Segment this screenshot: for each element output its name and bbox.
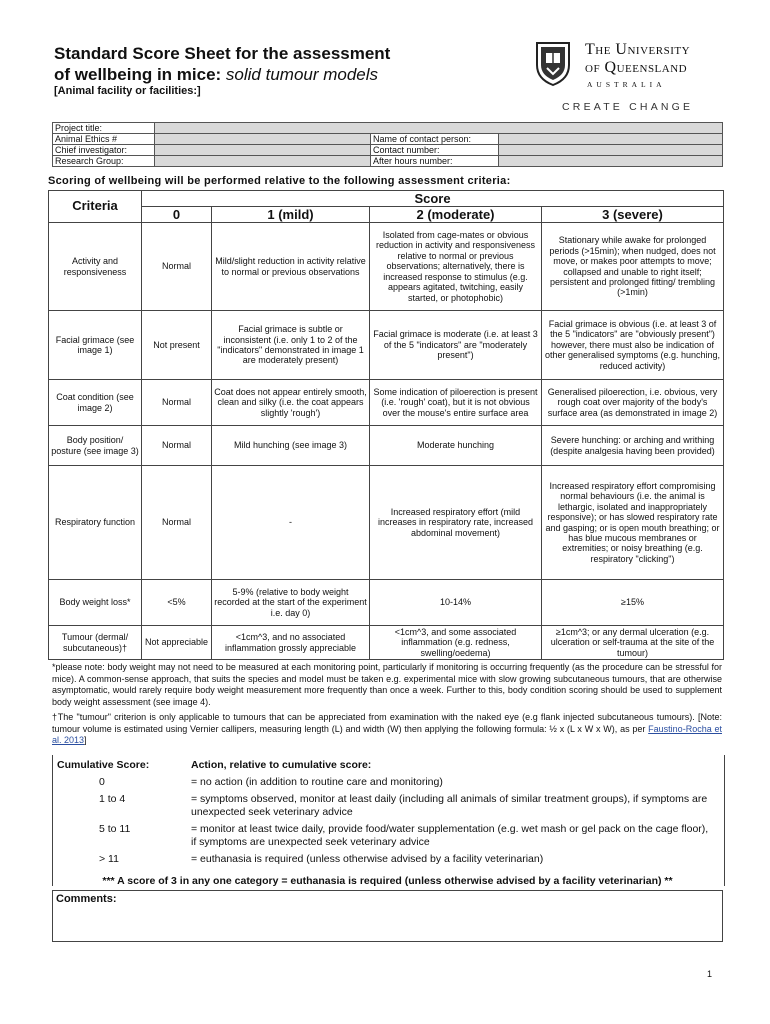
score-3-cell: Increased respiratory effort compromising normal behaviours (i.e. the animal is lethargic, isolated and inappropriately responsive); or has slowed respiratory rate and gasping; or is open mouth breathing; or has blue mucous membranes or extremities; or noisy breathing (e.g. respiratory "clicking"): [542, 466, 724, 580]
university-logo: [535, 41, 725, 101]
score-level-3: 3 (severe): [542, 207, 724, 223]
score-0-cell: <5%: [142, 580, 212, 626]
score-2-cell: Facial grimace is moderate (i.e. at least 3 of the 5 "indicators" are "moderately present"): [370, 311, 542, 380]
score-0-cell: Not appreciable: [142, 626, 212, 660]
scoring-heading: Scoring of wellbeing will be performed relative to the following assessment criteria:: [48, 175, 511, 187]
facility-subtitle: [Animal facility or facilities:]: [54, 85, 201, 97]
citation-link[interactable]: Faustino-Rocha et al. 2013: [52, 723, 722, 745]
score-1-cell: Mild hunching (see image 3): [212, 426, 370, 466]
action-header: Action, relative to cumulative score:: [191, 759, 372, 771]
cumulative-score-value: 1 to 4: [99, 793, 126, 805]
score-2-cell: Increased respiratory effort (mild increases in respiratory rate, increased abdominal movement): [370, 466, 542, 580]
table-row: [49, 311, 724, 380]
euthanasia-warning: *** A score of 3 in any one category = euthanasia is required (unless otherwise advised by a facility veterinarian) **: [102, 875, 673, 887]
score-1-cell: Facial grimace is subtle or inconsistent (i.e. only 1 to 2 of the "indicators" demonstrated in image 1 are moderately present): [212, 311, 370, 380]
score-0-cell: Not present: [142, 311, 212, 380]
score-3-cell: ≥1cm^3; or any dermal ulceration (e.g. ulceration or self-trauma at the site of the tumour): [542, 626, 724, 660]
tumour-note-text: †The "tumour" criterion is only applicable to tumours that can be appreciated from examination with the naked eye (e.g flank injected subcutaneous tumours). [Note: tumour volume is estimated using Vernier callipers, measuring length (L) and width (W) then applying the following formula: ½ x (L x W x W), as per: [52, 712, 722, 734]
table-row: [49, 580, 724, 626]
research-group-label: Research Group:: [53, 156, 155, 167]
criterion-cell: Facial grimace (see image 1): [49, 311, 142, 380]
title-bold-part: of wellbeing in mice:: [54, 65, 226, 84]
university-name-line-2: of Queensland: [585, 59, 688, 76]
criterion-cell: Tumour (dermal/ subcutaneous)†: [49, 626, 142, 660]
country-label: AUSTRALIA: [587, 80, 666, 89]
score-3-cell: Severe hunching: or arching and writhing (despite analgesia having been provided): [542, 426, 724, 466]
cumulative-score-value: 0: [99, 776, 105, 788]
cumulative-action: = euthanasia is required (unless otherwise advised by a facility veterinarian): [191, 853, 544, 865]
body-weight-note: *please note: body weight may not need to be measured at each monitoring point, particularly if monitoring is occurring frequently (as the procedure can be stressful for mice). A common-sense approach, that suits the species and model must be taken e.g. experimental mice with slow growing subcutaneous tumours, that are otherwise asymptomatic, would rarely require body weight measurement more frequently than once a week. Further to this, body condition scoring should be used to supplement body weight assessment (see image 4).: [52, 662, 722, 707]
cumulative-score-value: 5 to 11: [99, 823, 131, 835]
criterion-cell: Body position/ posture (see image 3): [49, 426, 142, 466]
title-line-1: Standard Score Sheet for the assessment: [54, 44, 391, 63]
project-title-label: Project title:: [53, 123, 155, 134]
score-1-cell: <1cm^3, and no associated inflammation grossly appreciable: [212, 626, 370, 660]
score-3-cell: ≥15%: [542, 580, 724, 626]
table-row: [49, 626, 724, 660]
cumulative-score-header: Cumulative Score:: [57, 759, 150, 771]
cumulative-score-value: > 11: [99, 853, 119, 865]
title-italic-part: solid tumour models: [225, 65, 379, 84]
university-name: [585, 41, 690, 77]
table-row: [49, 380, 724, 426]
cumulative-action: = symptoms observed, monitor at least daily (including all animals of similar treatment groups), if symptoms are unexpected seek veterinary advice: [191, 793, 708, 818]
score-level-0: 0: [142, 207, 212, 223]
criterion-cell: Respiratory function: [49, 466, 142, 580]
cumulative-score-section: [52, 755, 725, 886]
after-hours-field[interactable]: [499, 156, 723, 167]
chief-investigator-label: Chief investigator:: [53, 145, 155, 156]
criterion-cell: Coat condition (see image 2): [49, 380, 142, 426]
score-2-cell: <1cm^3, and some associated inflammation (e.g. redness, swelling/oedema): [370, 626, 542, 660]
tumour-note: [52, 712, 722, 747]
score-3-cell: Stationary while awake for prolonged periods (>15min); when nudged, does not move, or makes poor attempts to move; collapsed and unable to right itself; persistent and prolonged fitting/ trembling (>1min): [542, 223, 724, 311]
research-group-field[interactable]: [155, 156, 371, 167]
contact-name-field[interactable]: [499, 134, 723, 145]
tagline: CREATE CHANGE: [562, 101, 694, 113]
contact-name-label: Name of contact person:: [371, 134, 499, 145]
table-row: [49, 466, 724, 580]
score-header: Score: [142, 191, 724, 207]
contact-number-label: Contact number:: [371, 145, 499, 156]
score-0-cell: Normal: [142, 380, 212, 426]
score-1-cell: -: [212, 466, 370, 580]
after-hours-label: After hours number:: [371, 156, 499, 167]
score-2-cell: 10-14%: [370, 580, 542, 626]
score-2-cell: Isolated from cage-mates or obvious reduction in activity and responsiveness relative to normal or previous observations; alternatively, there is increased response to stimulus (e.g. appears agitated, twitching, easily started, or photophobic): [370, 223, 542, 311]
page-number: 1: [707, 969, 713, 979]
university-name-line-1: The University: [585, 41, 691, 58]
table-row: [49, 426, 724, 466]
criterion-cell: Activity and responsiveness: [49, 223, 142, 311]
score-1-cell: Mild/slight reduction in activity relative to normal or previous observations: [212, 223, 370, 311]
page-title: [54, 43, 390, 85]
score-level-2: 2 (moderate): [370, 207, 542, 223]
score-0-cell: Normal: [142, 223, 212, 311]
animal-ethics-field[interactable]: [155, 134, 371, 145]
table-row: [49, 223, 724, 311]
score-3-cell: Facial grimace is obvious (i.e. at least 3 of the 5 "indicators" are "obviously present") however, there must also be indication of other generalised symptoms (e.g. hunching, reduced activity): [542, 311, 724, 380]
crest-icon: [535, 41, 571, 87]
footnotes: [52, 662, 722, 751]
contact-number-field[interactable]: [499, 145, 723, 156]
tumour-note-end: ]: [84, 735, 87, 745]
score-0-cell: Normal: [142, 426, 212, 466]
comments-box[interactable]: [52, 890, 723, 942]
score-2-cell: Some indication of piloerection is present (i.e. 'rough' coat), but it is not obvious over the mouse's entire surface area: [370, 380, 542, 426]
score-level-1: 1 (mild): [212, 207, 370, 223]
title-line-2: [54, 64, 390, 85]
project-title-field[interactable]: [155, 123, 723, 134]
score-0-cell: Normal: [142, 466, 212, 580]
cumulative-action: = no action (in addition to routine care and monitoring): [191, 776, 443, 788]
criterion-cell: Body weight loss*: [49, 580, 142, 626]
score-1-cell: Coat does not appear entirely smooth, clean and silky (i.e. the coat appears slightly 'rough'): [212, 380, 370, 426]
project-info-table: [52, 122, 723, 167]
score-3-cell: Generalised piloerection, i.e. obvious, very rough coat over majority of the body's surface area (as demonstrated in image 2): [542, 380, 724, 426]
cumulative-action: = monitor at least twice daily, provide food/water supplementation (e.g. wet mash or gel pack on the cage floor), if symptoms are unexpected seek veterinary advice: [191, 823, 709, 848]
comments-label: Comments:: [56, 893, 117, 905]
criteria-header: Criteria: [49, 191, 142, 223]
animal-ethics-label: Animal Ethics #: [53, 134, 155, 145]
chief-investigator-field[interactable]: [155, 145, 371, 156]
score-2-cell: Moderate hunching: [370, 426, 542, 466]
criteria-table: [48, 190, 724, 660]
score-1-cell: 5-9% (relative to body weight recorded at the start of the experiment i.e. day 0): [212, 580, 370, 626]
